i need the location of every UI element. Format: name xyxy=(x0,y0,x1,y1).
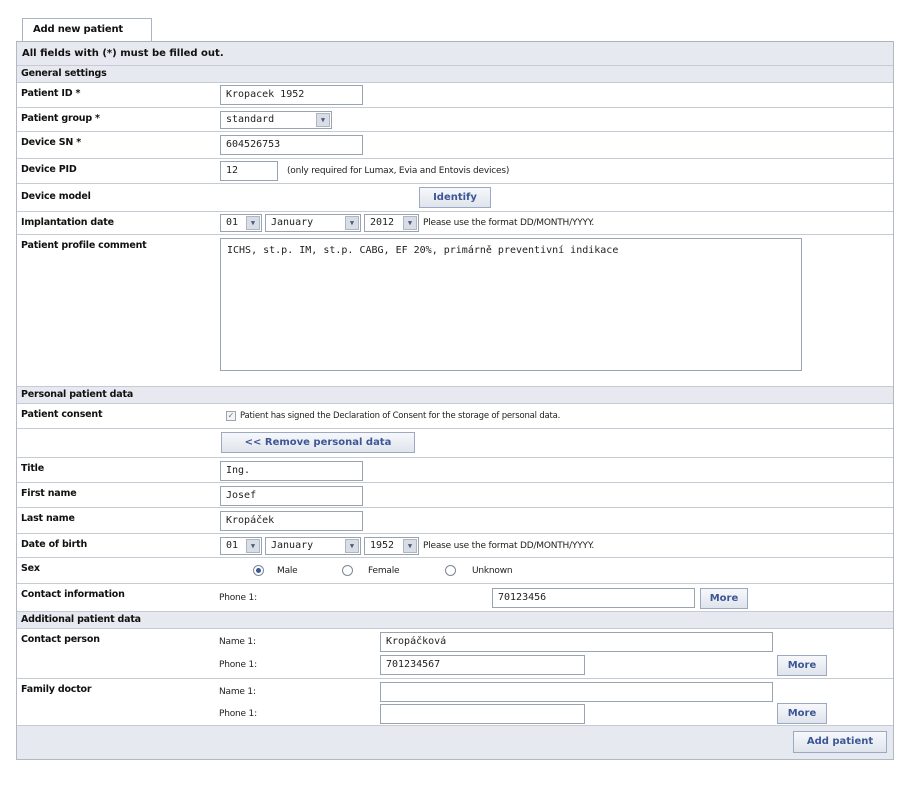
patient-id-label: Patient ID * xyxy=(21,88,81,99)
patient-consent-label: Patient consent xyxy=(21,409,103,420)
device-sn-input[interactable]: 604526753 xyxy=(220,135,363,155)
row-patient-profile-comment xyxy=(17,235,893,387)
chevron-down-icon: ▼ xyxy=(316,113,330,127)
device-model-label: Device model xyxy=(21,191,91,202)
section-additional-patient-data: Additional patient data xyxy=(17,612,893,629)
implantation-year-value: 2012 xyxy=(370,217,395,228)
row-patient-id xyxy=(17,83,893,108)
row-family-doctor xyxy=(17,679,893,726)
chevron-down-icon: ▼ xyxy=(403,539,417,553)
title-input[interactable]: Ing. xyxy=(220,461,363,481)
chevron-down-icon: ▼ xyxy=(246,539,260,553)
sex-male-radio[interactable] xyxy=(253,565,264,576)
family-doctor-phone-input[interactable] xyxy=(380,704,585,724)
form-footer xyxy=(17,726,893,759)
patient-profile-comment-label: Patient profile comment xyxy=(21,240,147,251)
implantation-date-hint: Please use the format DD/MONTH/YYYY. xyxy=(423,218,594,228)
implantation-day-select[interactable] xyxy=(220,214,262,232)
family-doctor-name-label: Name 1: xyxy=(219,687,256,697)
add-patient-button[interactable]: Add patient xyxy=(793,731,887,753)
chevron-down-icon: ▼ xyxy=(345,539,359,553)
first-name-label: First name xyxy=(21,488,77,499)
row-title xyxy=(17,458,893,483)
section-personal-patient-data: Personal patient data xyxy=(17,387,893,404)
device-pid-hint: (only required for Lumax, Evia and Entovis devices) xyxy=(287,166,510,176)
section-general-settings: General settings xyxy=(17,66,893,83)
row-patient-consent xyxy=(17,404,893,429)
row-device-pid xyxy=(17,159,893,184)
contact-person-phone-label: Phone 1: xyxy=(219,660,257,670)
row-device-model xyxy=(17,184,893,212)
contact-phone-input[interactable]: 70123456 xyxy=(492,588,695,608)
first-name-input[interactable]: Josef xyxy=(220,486,363,506)
dob-month-select[interactable] xyxy=(265,537,361,555)
device-sn-label: Device SN * xyxy=(21,137,82,148)
device-pid-input[interactable]: 12 xyxy=(220,161,278,181)
contact-person-more-button[interactable]: More xyxy=(777,655,827,676)
implantation-year-select[interactable] xyxy=(364,214,419,232)
dob-day-value: 01 xyxy=(226,540,239,551)
chevron-down-icon: ▼ xyxy=(403,216,417,230)
consent-text: Patient has signed the Declaration of Consent for the storage of personal data. xyxy=(240,411,561,421)
implantation-month-select[interactable] xyxy=(265,214,361,232)
contact-person-name-input[interactable]: Kropáčková xyxy=(380,632,773,652)
row-first-name xyxy=(17,483,893,508)
sex-male-label: Male xyxy=(277,566,298,576)
row-date-of-birth xyxy=(17,534,893,558)
chevron-down-icon: ▼ xyxy=(246,216,260,230)
sex-unknown-radio[interactable] xyxy=(445,565,456,576)
patient-profile-comment-textarea[interactable]: ICHS, st.p. IM, st.p. CABG, EF 20%, primárně preventivní indikace xyxy=(220,238,802,371)
title-label: Title xyxy=(21,463,44,474)
dob-day-select[interactable] xyxy=(220,537,262,555)
family-doctor-label: Family doctor xyxy=(21,684,92,695)
patient-group-value: standard xyxy=(226,114,275,125)
contact-person-label: Contact person xyxy=(21,634,100,645)
family-doctor-more-button[interactable]: More xyxy=(777,703,827,724)
contact-more-button[interactable]: More xyxy=(700,588,748,609)
implantation-month-value: January xyxy=(271,217,314,228)
dob-year-value: 1952 xyxy=(370,540,395,551)
implantation-date-label: Implantation date xyxy=(21,217,114,228)
row-remove-personal-data xyxy=(17,429,893,458)
tab-bar xyxy=(16,0,894,42)
add-patient-form xyxy=(16,42,894,760)
device-pid-label: Device PID xyxy=(21,164,77,175)
row-sex xyxy=(17,558,893,584)
family-doctor-name-input[interactable] xyxy=(380,682,773,702)
row-patient-group xyxy=(17,108,893,132)
contact-person-name-label: Name 1: xyxy=(219,637,256,647)
patient-id-input[interactable]: Kropacek 1952 xyxy=(220,85,363,105)
dob-year-select[interactable] xyxy=(364,537,419,555)
row-last-name xyxy=(17,508,893,534)
dob-month-value: January xyxy=(271,540,314,551)
dob-hint: Please use the format DD/MONTH/YYYY. xyxy=(423,541,594,551)
contact-person-phone-input[interactable]: 701234567 xyxy=(380,655,585,675)
last-name-input[interactable]: Kropáček xyxy=(220,511,363,531)
row-implantation-date xyxy=(17,212,893,235)
date-of-birth-label: Date of birth xyxy=(21,539,88,550)
patient-group-select[interactable] xyxy=(220,111,332,129)
contact-information-label: Contact information xyxy=(21,589,125,600)
contact-phone-label: Phone 1: xyxy=(219,593,257,603)
identify-button[interactable]: Identify xyxy=(419,187,491,208)
row-contact-information xyxy=(17,584,893,612)
sex-unknown-label: Unknown xyxy=(472,566,513,576)
remove-personal-data-button[interactable]: << Remove personal data xyxy=(221,432,415,453)
tab-add-new-patient[interactable]: Add new patient xyxy=(22,18,152,42)
required-note: All fields with (*) must be filled out. xyxy=(17,42,893,66)
implantation-day-value: 01 xyxy=(226,217,239,228)
last-name-label: Last name xyxy=(21,513,75,524)
row-contact-person xyxy=(17,629,893,679)
sex-label: Sex xyxy=(21,563,40,574)
row-device-sn xyxy=(17,132,893,159)
family-doctor-phone-label: Phone 1: xyxy=(219,709,257,719)
consent-checkbox[interactable]: ✓ xyxy=(227,411,235,420)
sex-female-label: Female xyxy=(368,566,400,576)
chevron-down-icon: ▼ xyxy=(345,216,359,230)
sex-female-radio[interactable] xyxy=(342,565,353,576)
patient-group-label: Patient group * xyxy=(21,113,100,124)
